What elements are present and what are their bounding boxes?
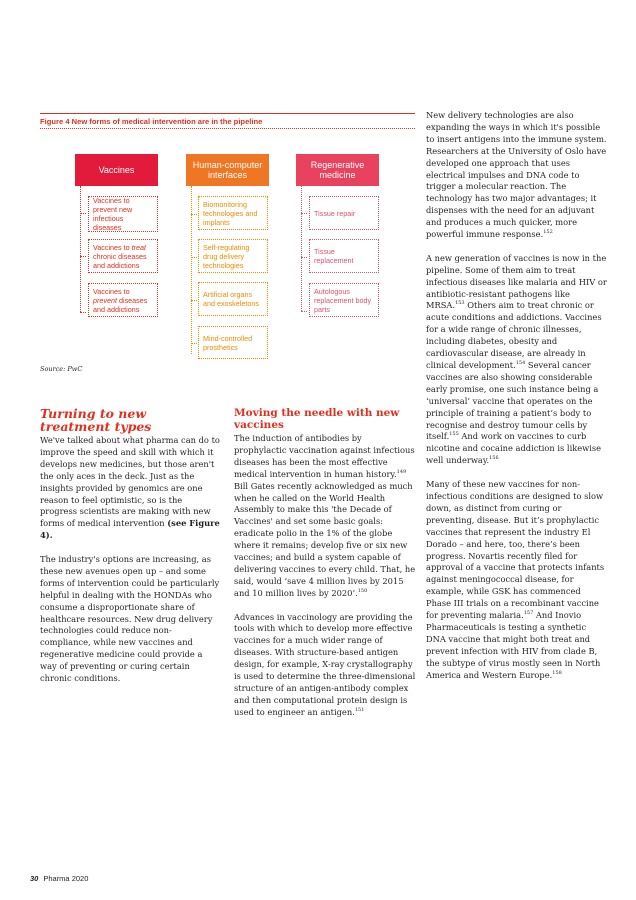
figure-title: Figure 4 New forms of medical intervention are in the pipeline xyxy=(40,114,415,129)
section-heading-moving-the-needle: Moving the needle with new vaccines xyxy=(234,407,400,431)
item-box xyxy=(88,283,158,317)
connector-branch xyxy=(80,312,86,313)
footnote-ref: 151 xyxy=(354,707,365,714)
section-body-right-column xyxy=(426,110,608,693)
connector-branch xyxy=(191,343,197,344)
connector-branch xyxy=(191,214,197,215)
item-box xyxy=(198,326,268,359)
connector-branch xyxy=(191,300,197,301)
connector-line xyxy=(80,186,81,312)
section-heading-turning-to-new-treatment-types: Turning to new treatment types xyxy=(40,406,152,434)
figure-reference: (see Figure 4). xyxy=(40,518,220,541)
connector-line xyxy=(301,186,302,311)
footnote-ref: 153 xyxy=(455,300,465,307)
connector-branch xyxy=(301,257,307,258)
figure-source: Source: PwC xyxy=(40,365,83,373)
item-label: Vaccines to treat chronic diseases and addictions xyxy=(93,242,147,270)
publication-title: Pharma 2020 xyxy=(43,874,89,883)
footnote-ref: 149 xyxy=(396,468,407,475)
footnote-ref: 150 xyxy=(357,588,368,595)
connector-branch xyxy=(301,213,307,214)
footnote-ref: 156 xyxy=(489,455,499,462)
footnote-ref: 155 xyxy=(449,431,459,438)
connector-branch xyxy=(80,213,86,214)
item-box xyxy=(88,196,158,232)
column-heading-regenerative-medicine: Regenerative medicine xyxy=(296,154,379,186)
figure-title-rule xyxy=(40,113,415,129)
item-label: Mind-controlled prosthetics xyxy=(203,333,253,352)
column-heading-vaccines: Vaccines xyxy=(75,154,158,186)
item-label: Self-regulating drug delivery technologies xyxy=(203,242,250,270)
item-box xyxy=(198,282,268,316)
item-label: Biomonitoring technologies and implants xyxy=(203,199,258,227)
paragraph: We've talked about what pharma can do to improve the speed and skill with which it develops new medicines, but those aren't the only aces in the deck. Just as the insights provided by genomics are one reason to feel optimistic, so is the progress scientists are making with new forms of medical intervention (see Figure 4). xyxy=(40,435,220,541)
footnote-ref: 158 xyxy=(552,669,562,676)
item-label: Vaccines to prevent diseases and addictions xyxy=(93,286,148,314)
item-box xyxy=(198,196,268,230)
connector-line xyxy=(191,186,192,354)
column-heading-human-computer-interfaces: Human-computer interfaces xyxy=(186,154,269,186)
connector-branch xyxy=(301,311,307,312)
item-label: Tissue repair xyxy=(314,208,356,218)
connector-branch xyxy=(80,256,86,257)
paragraph: A new generation of vaccines is now in the pipeline. Some of them aim to treat infectious diseases like malaria and HIV or antibiotic-resistant pathogens like MRSA.$^{153}$ Others aim to treat chronic or acute conditions and addictions. Vaccines for a wide range of chronic illnesses, including diabetes, obesity and cardiovascular disease, are already in clinical development.$^{154}$ Several cancer vaccines are also showing considerable early promise, one such instance being a ‘universal’ vaccine that operates on the principle of training a patient’s body to recognise and destroy tumour cells by itself.$^{155}$ And work on vaccines to curb nicotine and cocaine addiction is likewise well underway.$^{156}$ xyxy=(426,252,607,466)
paragraph: Many of these new vaccines for non-infectious conditions are designed to slow down, as distinct from curing or preventing, disease. But it’s prophylactic vaccines that represent the industry El Dorado – and here, too, there’s been progress. Novartis recently filed for approval of a vaccine that protects infants against meningococcal disease, for example, while GSK has commenced Phase III trials on a recombinant vaccine for preventing malaria.$^{157}$ And Inovio Pharmaceuticals is testing a synthetic DNA vaccine that might both treat and prevent infection with HIV from clade B, the subtype of virus mostly seen in North America and Western Europe.$^{158}$ xyxy=(426,479,605,680)
item-box xyxy=(309,196,379,230)
item-label: Autologous replacement body parts xyxy=(314,286,372,314)
section-body-treatment-types xyxy=(40,435,220,697)
item-label: Tissue replacement xyxy=(314,247,354,265)
paragraph: New delivery technologies are also expanding the ways in which it's possible to insert antigens into the immune system. Researchers at the University of Oslo have developed one approach that uses electrical impulses and DNA code to trigger a molecular reaction. The technology has two major advantages; it dispenses with the need for an adjuvant and produces a much quicker, more powerful immune response.$^{152}$ xyxy=(426,110,607,240)
item-box xyxy=(88,239,158,273)
page-number: 30 xyxy=(30,874,39,883)
item-label: Vaccines to prevent new infectious diseases xyxy=(93,196,133,232)
item-box xyxy=(198,239,268,273)
item-box xyxy=(309,239,379,273)
paragraph: Advances in vaccinology are providing the tools with which to develop more effective vaccines for a much wider range of diseases. With structure-based antigen design, for example, X-ray crystallography is used to determine the three-dimensional structure of an antigen-antibody complex and then computational protein design is used to engineer an antigen.$^{151}$ xyxy=(234,611,416,717)
paragraph: The industry's options are increasing, as these new avenues open up – and some forms of intervention could be particularly helpful in dealing with the HONDAs who consume a disproportionate share of healthcare resources. New drug delivery technologies could reduce non-compliance, while new vaccines and regenerative medicine could provide a way of preventing or curing certain chronic conditions. xyxy=(40,554,220,684)
connector-branch xyxy=(191,257,197,258)
item-label: Artificial organs and exoskeletons xyxy=(203,290,259,308)
item-box xyxy=(309,283,379,317)
footnote-ref: 154 xyxy=(515,360,526,367)
section-body-new-vaccines xyxy=(234,433,416,731)
page-footer xyxy=(30,874,88,883)
paragraph: The induction of antibodies by prophylactic vaccination against infectious diseases has been the most effective medical intervention in human history.$^{149}$ Bill Gates recently acknowledged as much when he called on the World Health Assembly to make this 'the Decade of Vaccines' and set some basic goals: eradicate polio in the 1% of the globe where it remains; develop five or six new vaccines; and build a system capable of delivering vaccines to every child. That, he said, would ‘save 4 million lives by 2015 and 10 million lives by 2020’.$^{150}$ xyxy=(234,433,416,598)
footnote-ref: 152 xyxy=(543,229,553,236)
footnote-ref: 157 xyxy=(523,610,534,617)
